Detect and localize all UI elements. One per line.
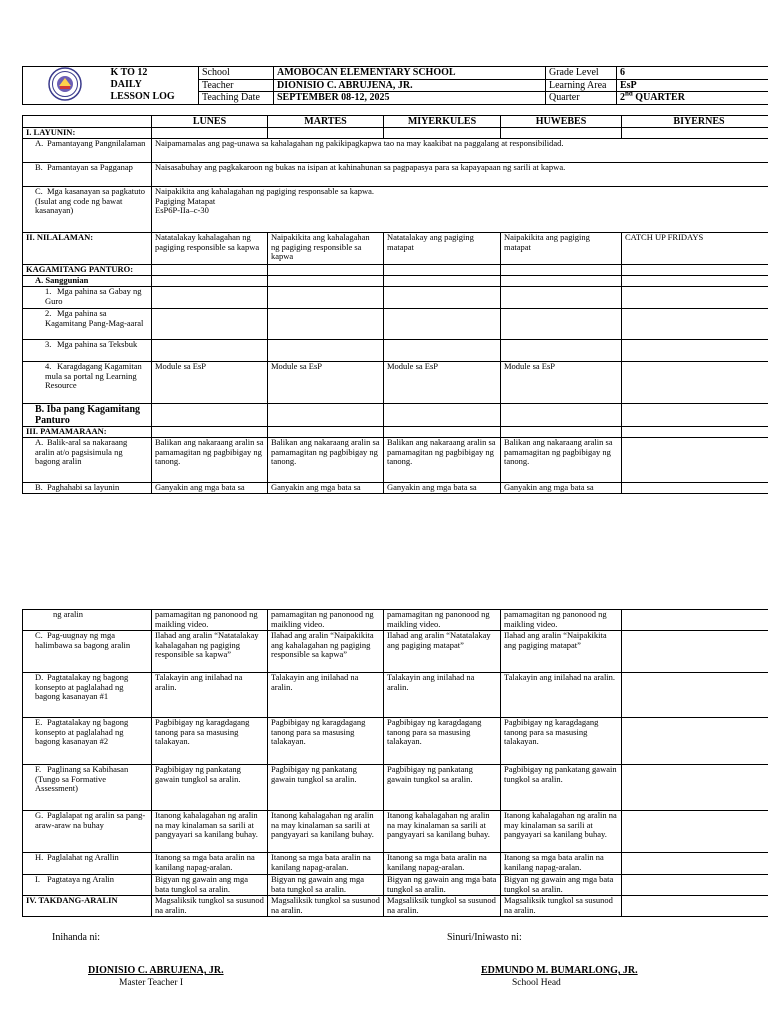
paglalapat-miyerkules: Itanong kahalagahan ng aralin na may kinalaman sa sarili at pangyayari sa kanilang buhay.: [384, 811, 501, 853]
kasanayan-sa-pagkatuto-text: [152, 187, 768, 233]
kagamitan-miyerkules: Module sa EsP: [384, 362, 501, 404]
paglalahat-huwebes: Itanong sa mga bata aralin na kanilang napag-aralan.: [501, 853, 622, 875]
checked-by-name: EDMUNDO M. BUMARLONG, JR.: [481, 965, 638, 976]
gabay-ng-guro-label: 1. Mga pahina sa Gabay ng Guro: [23, 287, 152, 309]
paglalahat-lunes: Itanong sa mga bata aralin na kanilang napag-aralan.: [152, 853, 268, 875]
balik-aral-lunes: Balikan ang nakaraang aralin sa pamamagitan ng pagbibigay ng tanong.: [152, 438, 268, 483]
teacher-value: DIONISIO C. ABRUJENA, JR.: [274, 79, 546, 92]
pagtatalakay-2-biyernes: [622, 718, 768, 765]
pagtatalakay-2-lunes: Pagbibigay ng karagdagang tanong para sa masusing talakayan.: [152, 718, 268, 765]
title-line-2: DAILY: [110, 79, 142, 90]
kagamitan-lunes: Module sa EsP: [152, 362, 268, 404]
pagtatalakay-2-martes: Pagbibigay ng karagdagang tanong para sa masusing talakayan.: [268, 718, 384, 765]
takdang-aralin-miyerkules: Magsaliksik tungkol sa susunod na aralin.: [384, 896, 501, 917]
takdang-aralin-lunes: Magsaliksik tungkol sa susunod na aralin.: [152, 896, 268, 917]
paglalapat-lunes: Itanong kahalagahan ng aralin na may kinalaman sa sarili at pangyayari sa kanilang buhay.: [152, 811, 268, 853]
quarter-suffix: nd: [625, 91, 633, 98]
pagtataya-martes: Bigyan ng gawain ang mga bata tungkol sa aralin.: [268, 875, 384, 896]
paglalahat-martes: Itanong sa mga bata aralin na kanilang napag-aralan.: [268, 853, 384, 875]
takdang-aralin-martes: Magsaliksik tungkol sa susunod na aralin.: [268, 896, 384, 917]
checked-by-role: School Head: [512, 978, 561, 988]
pagtatalakay-2-huwebes: Pagbibigay ng karagdagang tanong para sa masusing talakayan.: [501, 718, 622, 765]
day-header-huwebes: HUWEBES: [501, 116, 622, 128]
school-label: School: [199, 67, 274, 80]
pagtatalakay-1-lunes: Talakayin ang inilahad na aralin.: [152, 673, 268, 718]
quarter-number: 2: [620, 92, 625, 104]
paghahabi-label: B. Paghahabi sa layunin: [23, 483, 152, 494]
seal-icon: [48, 67, 82, 101]
takdang-aralin-biyernes: [622, 896, 768, 917]
grade-level-value: 6: [617, 67, 768, 80]
paglalahat-miyerkules: Itanong sa mga bata aralin na kanilang napag-aralan.: [384, 853, 501, 875]
paglinang-huwebes: Pagbibigay ng pankatang gawain tungkol sa aralin.: [501, 765, 622, 811]
day-header-martes: MARTES: [268, 116, 384, 128]
title-line-3: LESSON LOG: [110, 91, 175, 102]
paghahabi-huwebes: Ganyakin ang mga bata sa: [501, 483, 622, 494]
prepared-by-role: Master Teacher I: [119, 978, 184, 988]
corner-cell: [23, 116, 152, 128]
pamantayan-sa-pagganap-label: B. Pamantayan sa Pagganap: [23, 163, 152, 187]
nilalaman-biyernes: CATCH UP FRIDAYS: [622, 233, 768, 265]
kagamitan-biyernes: [622, 362, 768, 404]
teacher-label: Teacher: [199, 79, 274, 92]
prepared-by-label: Inihanda ni:: [52, 932, 101, 943]
school-value: AMOBOCAN ELEMENTARY SCHOOL: [274, 67, 546, 80]
paglalahat-label: H. Paglalahat ng Arallin: [23, 853, 152, 875]
pag-uugnay-lunes: Ilahad ang aralin “Natatalakay kahalagahan ng pagiging responsible sa kapwa”: [152, 631, 268, 673]
header-table: [22, 66, 768, 105]
pagtatalakay-1-miyerkules: Talakayin ang inilahad na aralin.: [384, 673, 501, 718]
kasanayan-line-1: Naipakikita ang kahalagahan ng pagiging responsable sa kapwa.: [155, 186, 375, 196]
day-header-biyernes: BIYERNES: [622, 116, 768, 128]
paghahabi-biyernes: [622, 483, 768, 494]
pagtatalakay-1-martes: Talakayin ang inilahad na aralin.: [268, 673, 384, 718]
pag-uugnay-huwebes: Ilahad ang aralin “Naipakikita ang pagiging matapat”: [501, 631, 622, 673]
paglinang-martes: Pagbibigay ng pankatang gawain tungkol sa aralin.: [268, 765, 384, 811]
lesson-log-table-part-1: [22, 115, 768, 494]
paghahabi-martes: Ganyakin ang mga bata sa: [268, 483, 384, 494]
paghahabi-cont-martes: pamamagitan ng panonood ng maikling video.: [268, 610, 384, 631]
quarter-value: [617, 92, 768, 105]
teaching-date-value: SEPTEMBER 08-12, 2025: [274, 92, 546, 105]
sanggunian-heading: A. Sanggunian: [23, 276, 152, 287]
learning-area-value: EsP: [617, 79, 768, 92]
pagtataya-miyerkules: Bigyan ng gawain ang mga bata tungkol sa aralin.: [384, 875, 501, 896]
balik-aral-label: A. Balik-aral sa nakaraang aralin at/o pagsisimula ng bagong aralin: [23, 438, 152, 483]
pamantayan-sa-pagganap-text: Naisasabuhay ang pagkakaroon ng bukas na isipan at kahinahunan sa pagpapasya para sa kapayapaan ng sarili at kapwa.: [152, 163, 768, 187]
paghahabi-lunes: Ganyakin ang mga bata sa: [152, 483, 268, 494]
quarter-text: QUARTER: [632, 92, 685, 104]
balik-aral-miyerkules: Balikan ang nakaraang aralin sa pamamagitan ng pagbibigay ng tanong.: [384, 438, 501, 483]
kasanayan-code: EsP6P-IIa–c-30: [155, 205, 209, 215]
deped-seal-logo: [23, 67, 107, 105]
pagtataya-biyernes: [622, 875, 768, 896]
kagamitan-heading: KAGAMITANG PANTURO:: [23, 265, 152, 276]
paghahabi-cont-lunes: pamamagitan ng panonood ng maikling video.: [152, 610, 268, 631]
paghahabi-cont-biyernes: [622, 610, 768, 631]
pamantayang-pangnilalaman-label: A. Pamantayang Pangnilalaman: [23, 139, 152, 163]
nilalaman-martes: Naipakikita ang kahalagahan ng pagiging responsible sa kapwa: [268, 233, 384, 265]
prepared-by-name: DIONISIO C. ABRUJENA, JR.: [88, 965, 224, 976]
pag-uugnay-martes: Ilahad ang aralin “Naipakikita ang kahalagahan ng pagiging responsible sa kapwa”: [268, 631, 384, 673]
teaching-date-label: Teaching Date: [199, 92, 274, 105]
day-header-lunes: LUNES: [152, 116, 268, 128]
pagtatalakay-1-huwebes: Talakayin ang inilahad na aralin.: [501, 673, 622, 718]
title-line-1: K TO 12: [110, 67, 148, 78]
paglinang-biyernes: [622, 765, 768, 811]
pagtataya-lunes: Bigyan ng gawain ang mga bata tungkol sa aralin.: [152, 875, 268, 896]
paglalapat-martes: Itanong kahalagahan ng aralin na may kinalaman sa sarili at pangyayari sa kanilang buhay.: [268, 811, 384, 853]
paglalapat-label: G. Paglalapat ng aralin sa pang-araw-araw na buhay: [23, 811, 152, 853]
pamantayang-pangnilalaman-text: Naipamamalas ang pag-unawa sa kahalagahan ng pakikipagkapwa tao na may kaakibat na paggalang at responsibilidad.: [152, 139, 768, 163]
paglinang-miyerkules: Pagbibigay ng pankatang gawain tungkol sa aralin.: [384, 765, 501, 811]
kagamitan-martes: Module sa EsP: [268, 362, 384, 404]
pag-uugnay-biyernes: [622, 631, 768, 673]
paghahabi-cont-miyerkules: pamamagitan ng panonood ng maikling video.: [384, 610, 501, 631]
nilalaman-heading: II. NILALAMAN:: [23, 233, 152, 265]
kasanayan-line-2: Pagiging Matapat: [155, 195, 216, 206]
nilalaman-huwebes: Naipakikita ang pagiging matapat: [501, 233, 622, 265]
teksbuk-label: 3. Mga pahina sa Teksbuk: [23, 340, 152, 362]
kagamitang-pang-mag-aaral-label: 2. Mga pahina sa Kagamitang Pang-Mag-aaral: [23, 309, 152, 340]
balik-aral-biyernes: [622, 438, 768, 483]
balik-aral-huwebes: Balikan ang nakaraang aralin sa pamamagitan ng pagbibigay ng tanong.: [501, 438, 622, 483]
quarter-label: Quarter: [546, 92, 617, 105]
pagtataya-huwebes: Bigyan ng gawain ang mga bata tungkol sa aralin.: [501, 875, 622, 896]
balik-aral-martes: Balikan ang nakaraang aralin sa pamamagitan ng pagbibigay ng tanong.: [268, 438, 384, 483]
grade-level-label: Grade Level: [546, 67, 617, 80]
iba-pang-kagamitan-heading: B. Iba pang Kagamitang Panturo: [23, 404, 152, 427]
takdang-aralin-heading: IV. TAKDANG-ARALIN: [23, 896, 152, 917]
paglalapat-huwebes: Itanong kahalagahan ng aralin na may kinalaman sa sarili at pangyayari sa kanilang buhay.: [501, 811, 622, 853]
pag-uugnay-label: C. Pag-uugnay ng mga halimbawa sa bagong aralin: [23, 631, 152, 673]
learning-area-label: Learning Area: [546, 79, 617, 92]
paglinang-label: F. Paglinang sa Kabihasan (Tungo sa Formative Assessment): [23, 765, 152, 811]
pagtatalakay-2-label: E. Pagtatalakay ng bagong konsepto at paglalahad ng bagong kasanayan #2: [23, 718, 152, 765]
document-title: [107, 67, 199, 105]
lesson-log-table-part-2: [22, 609, 768, 917]
karagdagang-kagamitan-label: 4. Karagdagang Kagamitan mula sa portal ng Learning Resource: [23, 362, 152, 404]
paglinang-lunes: Pagbibigay ng pankatang gawain tungkol sa aralin.: [152, 765, 268, 811]
paghahabi-continued-label: ng aralin: [23, 610, 152, 631]
pamamaraan-heading: III. PAMAMARAAN:: [23, 427, 152, 438]
pag-uugnay-miyerkules: Ilahad ang aralin “Natatalakay ang pagiging matapat”: [384, 631, 501, 673]
pagtataya-label: I. Pagtataya ng Aralin: [23, 875, 152, 896]
pagtatalakay-1-label: D. Pagtatalakay ng bagong konsepto at paglalahad ng bagong kasanayan #1: [23, 673, 152, 718]
layunin-heading: I. LAYUNIN:: [23, 128, 152, 139]
takdang-aralin-huwebes: Magsaliksik tungkol sa susunod na aralin.: [501, 896, 622, 917]
kagamitan-huwebes: Module sa EsP: [501, 362, 622, 404]
checked-by-label: Sinuri/Iniwasto ni:: [447, 932, 522, 943]
paglalapat-biyernes: [622, 811, 768, 853]
pagtatalakay-1-biyernes: [622, 673, 768, 718]
pagtatalakay-2-miyerkules: Pagbibigay ng karagdagang tanong para sa masusing talakayan.: [384, 718, 501, 765]
paghahabi-miyerkules: Ganyakin ang mga bata sa: [384, 483, 501, 494]
paghahabi-cont-huwebes: pamamagitan ng panonood ng maikling video.: [501, 610, 622, 631]
nilalaman-lunes: Natatalakay kahalagahan ng pagiging responsible sa kapwa: [152, 233, 268, 265]
paglalahat-biyernes: [622, 853, 768, 875]
day-header-miyerkules: MIYERKULES: [384, 116, 501, 128]
kasanayan-sa-pagkatuto-label: C. Mga kasanayan sa pagkatuto (Isulat ang code ng bawat kasanayan): [23, 187, 152, 233]
nilalaman-miyerkules: Natatalakay ang pagiging matapat: [384, 233, 501, 265]
